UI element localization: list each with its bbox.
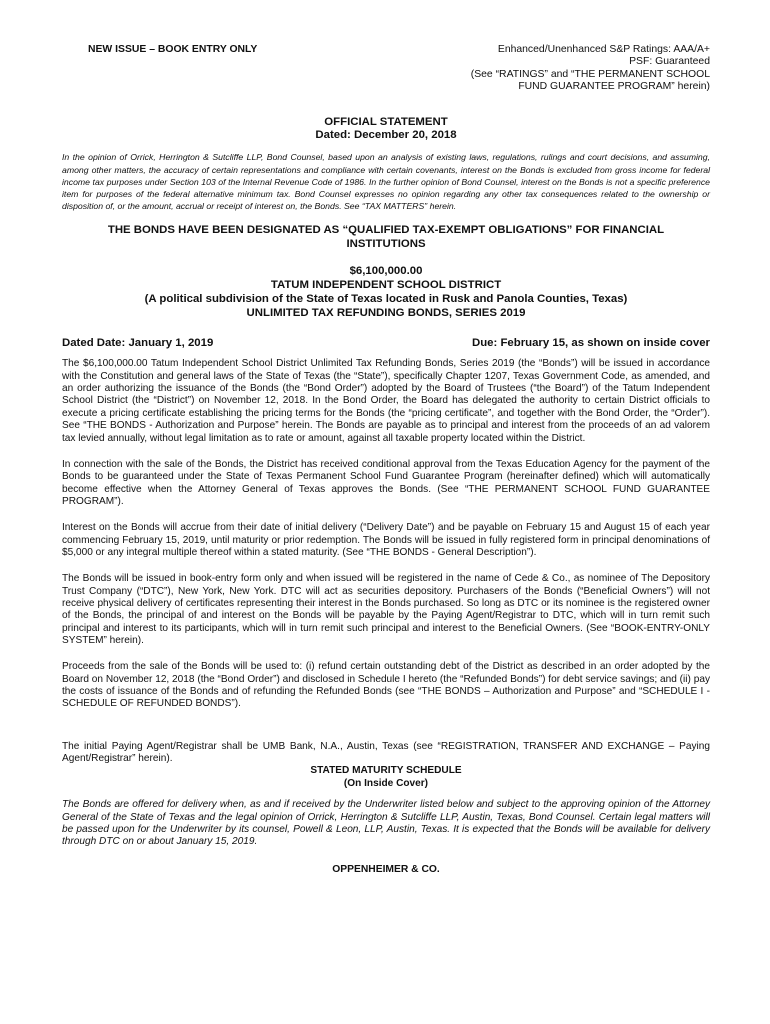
- bond-identification: [62, 264, 710, 320]
- ratings-line: Enhanced/Unenhanced S&P Ratings: AAA/A+: [497, 44, 710, 55]
- maturity-schedule-heading: [62, 765, 710, 790]
- document-title: [62, 116, 710, 143]
- psf-line: PSF: Guaranteed: [629, 56, 710, 68]
- ratings-block: [471, 44, 710, 94]
- paragraph-guarantee: In connection with the sale of the Bonds, the District has received conditional approval from the Texas Education Agency for the payment of the Bonds to be guaranteed under the State of Texas Permanent School Fund Guarantee Program (hereinafter defined) which will automatically become effective when the Attorney General of Texas approves the Bonds. (See “THE PERMANENT SCHOOL FUND GUARANTEE PROGRAM”).: [62, 458, 710, 507]
- cover-header: [62, 44, 710, 94]
- schedule-subtitle: (On Inside Cover): [343, 777, 429, 789]
- qualified-designation: THE BONDS HAVE BEEN DESIGNATED AS “QUALIFIED TAX-EXEMPT OBLIGATIONS” FOR FINANCIAL INSTITUTIONS: [107, 224, 665, 251]
- schedule-title: STATED MATURITY SCHEDULE: [310, 765, 462, 777]
- issuer-name: TATUM INDEPENDENT SCHOOL DISTRICT: [270, 279, 502, 292]
- underwriter-name: OPPENHEIMER & CO.: [332, 863, 440, 875]
- paragraph-interest: Interest on the Bonds will accrue from their date of initial delivery (“Delivery Date”) and be payable on February 15 and August 15 of each year commencing February 15, 2019, until maturity or prior redemption. The Bonds will be issued in fully registered form in principal denominations of $5,000 or any integral multiple thereof within a stated maturity. (See “THE BONDS - General Description”).: [62, 522, 710, 558]
- tax-opinion-paragraph: In the opinion of Orrick, Herrington & Sutcliffe LLP, Bond Counsel, based upon an analysis of existing laws, regulations, rulings and court decisions, and assuming, among other matters, the accuracy of certain representations and compliance with certain covenants, interest on the Bonds is excluded from gross income for federal income tax purposes under Section 103 of the Internal Revenue Code of 1986. In the further opinion of Bond Counsel, interest on the Bonds is not a specific preference item for purposes of the federal alternative minimum tax. Bond Counsel expresses no opinion regarding any other tax consequences related to the ownership or disposition of, or the amount, accrual or receipt of interest on, the Bonds. See “TAX MATTERS” herein.: [62, 152, 710, 212]
- paragraph-authorization: The $6,100,000.00 Tatum Independent School District Unlimited Tax Refunding Bonds, Series 2019 (the “Bonds”) will be issued in accordance with the Constitution and general laws of the State of Texas (the “State”), specifically Chapter 1207, Texas Government Code, as amended, and an order authorizing the issuance of the Bonds (the “Bond Order”) adopted by the Board of Trustees (“the Board”) of the Tatum Independent School District (the “District”) on November 12, 2018. In the Bond Order, the Board has delegated the authority to certain District officials to execute a pricing certificate establishing the pricing terms for the Bonds (the “pricing certificate”, and together with the Bond Order, the “Order”). See “THE BONDS - Authorization and Purpose” herein. The Bonds are payable as to principal and interest from the proceeds of an ad valorem tax levied annually, without legal limitation as to rate or amount, against all taxable property located within the District.: [62, 358, 710, 444]
- ratings-reference-line-2: FUND GUARANTEE PROGRAM” herein): [518, 81, 710, 93]
- document-page: [62, 44, 710, 876]
- issuer-subdivision: (A political subdivision of the State of Texas located in Rusk and Panola Counties, Texas): [144, 293, 628, 306]
- official-statement-heading: OFFICIAL STATEMENT: [324, 115, 448, 128]
- dates-row: [62, 336, 710, 350]
- statement-date: Dated: December 20, 2018: [315, 129, 457, 142]
- bond-amount: $6,100,000.00: [349, 265, 423, 278]
- dated-date: Dated Date: January 1, 2019: [62, 337, 214, 350]
- paragraph-proceeds: Proceeds from the sale of the Bonds will be used to: (i) refund certain outstanding debt of the District as described in an order adopted by the Board on November 12, 2018 (the “Bond Order”) and disclosed in Schedule I hereto (the “Refunded Bonds”) for debt service savings; and (ii) pay the costs of issuance of the Bonds and of refunding the Refunded Bonds (see “THE BONDS – Authorization and Purpose” and “SCHEDULE I - SCHEDULE OF REFUNDED BONDS”).: [62, 661, 710, 710]
- due-date: Due: February 15, as shown on inside cover: [471, 337, 710, 350]
- issue-type: NEW ISSUE – BOOK ENTRY ONLY: [88, 44, 258, 55]
- paragraph-book-entry: The Bonds will be issued in book-entry form only and when issued will be registered in the name of Cede & Co., as nominee of The Depository Trust Company (“DTC”), New York, New York. DTC will act as securities depository. Purchasers of the Bonds (“Beneficial Owners”) will not receive physical delivery of certificates representing their interest in the Bonds purchased. So long as DTC or its nominee is the registered owner of the Bonds, the principal of and interest on the Bonds will be payable by the Paying Agent/Registrar to DTC, which will in turn remit such principal and interest to its participants, which will in turn remit such principal and interest to the Beneficial Owners. (See “BOOK-ENTRY-ONLY SYSTEM” herein).: [62, 573, 710, 646]
- paragraph-paying-agent: The initial Paying Agent/Registrar shall be UMB Bank, N.A., Austin, Texas (see “REGISTRATION, TRANSFER AND EXCHANGE – Paying Agent/Registrar” herein).: [62, 740, 710, 765]
- bond-series: UNLIMITED TAX REFUNDING BONDS, SERIES 2019: [246, 307, 526, 320]
- offering-paragraph: The Bonds are offered for delivery when, as and if received by the Underwriter listed below and subject to the approving opinion of the Attorney General of the State of Texas and the legal opinion of Orrick, Herrington & Sutcliffe LLP, Austin, Texas, Bond Counsel. Certain legal matters will be passed upon for the Underwriter by its counsel, Powell & Leon, LLP, Austin, Texas. It is expected that the Bonds will be available for delivery through DTC on or about January 15, 2019.: [62, 799, 710, 848]
- ratings-reference-line: (See “RATINGS” and “THE PERMANENT SCHOOL: [470, 68, 710, 80]
